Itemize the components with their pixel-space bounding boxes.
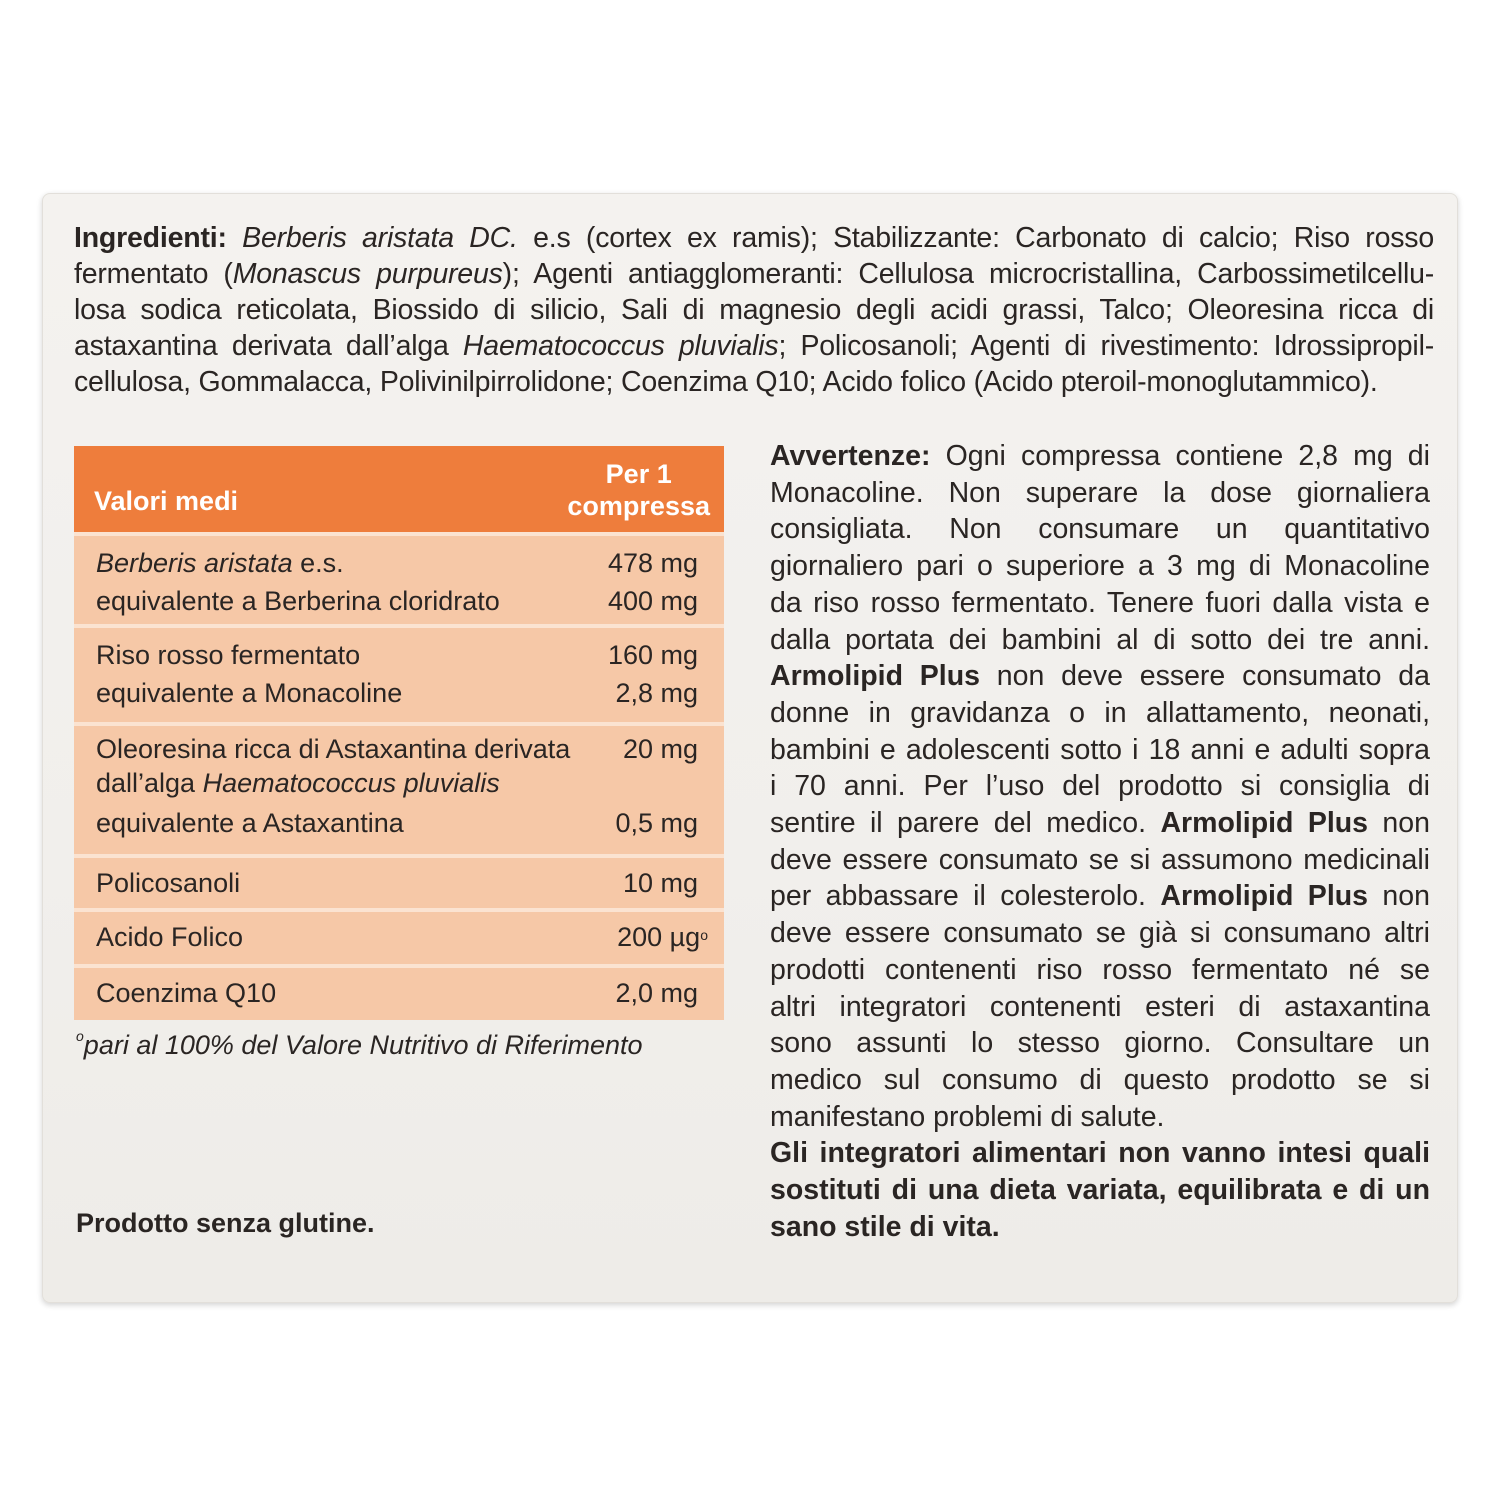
ingredients-text: Haematococcus pluvialis xyxy=(462,330,779,362)
warnings-text: giornaliero pari o superiore a 3 mg di Monacoline xyxy=(770,550,1430,583)
warnings-line xyxy=(770,548,1430,585)
warnings-text: prodotti contenenti riso rosso fermentato né se xyxy=(770,953,1430,986)
nutrient-value: 2,0 mg xyxy=(615,978,698,1008)
nutrient-name: equivalente a Berberina cloridrato xyxy=(96,586,500,616)
warnings-text: sentire il parere del medico. xyxy=(770,807,1161,840)
ingredients-line xyxy=(74,292,1434,328)
warnings-text: bambini e adolescenti sotto i 18 anni e adulti sopra xyxy=(770,733,1430,766)
ingredients-text: ; Policosanoli; Agenti di rivestimento: Idrossipropil- xyxy=(778,330,1434,362)
nutrient-name: Berberis aristata e.s. xyxy=(96,548,344,578)
warnings-text: consigliata. Non consumare un quantitativo xyxy=(770,513,1430,546)
nutrient-name: Oleoresina ricca di Astaxantina derivata xyxy=(96,734,571,764)
warnings-text: sono assunti lo stesso giorno. Consultare un xyxy=(770,1027,1430,1060)
ingredients-text: Berberis aristata DC. xyxy=(242,222,518,254)
ingredients-text: losa sodica reticolata, Biossido di silicio, Sali di magnesio degli acidi grassi, Talco; Oleoresina ricca di xyxy=(74,294,1434,326)
warnings-text: altri integratori contenenti esteri di astaxantina xyxy=(770,990,1430,1023)
warnings-text: i 70 anni. Per l’uso del prodotto si consiglia di xyxy=(770,770,1430,803)
warnings-text: non xyxy=(1368,807,1430,840)
warnings-text: medico sul consumo di questo prodotto se si xyxy=(770,1063,1430,1096)
table-row xyxy=(74,624,724,722)
warnings-line xyxy=(770,768,1430,805)
nutrient-value: 20 mg xyxy=(622,734,698,764)
ingredients-text: Ingredienti: xyxy=(74,222,227,254)
warnings-line xyxy=(770,989,1430,1026)
warnings-text: deve essere consumato se si assumono medicinali xyxy=(770,843,1430,876)
warnings-line xyxy=(770,622,1430,659)
nutrient-value: 400 mg xyxy=(607,586,698,616)
warnings-text: deve essere consumato se già si consumano altri xyxy=(770,917,1430,950)
nutrition-table xyxy=(74,446,724,1020)
warnings-line xyxy=(770,475,1430,512)
warnings-line xyxy=(770,1135,1430,1172)
warnings-text: Avvertenze: xyxy=(770,440,931,472)
header-per-tablet: Per 1 compressa xyxy=(567,459,710,521)
warnings-line xyxy=(770,878,1430,915)
ingredients-line xyxy=(74,220,1434,256)
table-row xyxy=(74,964,724,1020)
ingredients-line xyxy=(74,328,1434,364)
warnings-line xyxy=(770,1025,1430,1062)
nutrient-value: 200 µg$^o$ xyxy=(617,922,708,952)
warnings-line xyxy=(770,805,1430,842)
warnings-text: sostituti di una dieta variata, equilibrata e di un xyxy=(770,1174,1430,1207)
warnings-text: dalla portata dei bambini al di sotto dei tre anni. xyxy=(770,623,1430,656)
warnings-line xyxy=(770,915,1430,952)
nutrient-name: equivalente a Astaxantina xyxy=(96,808,404,838)
warnings-line xyxy=(770,438,1430,475)
warnings-line xyxy=(770,511,1430,548)
nutrient-value: 478 mg xyxy=(607,548,698,578)
ingredients-text: astaxantina derivata dall’alga xyxy=(74,330,463,362)
warnings-text: per abbassare il colesterolo. xyxy=(770,880,1161,913)
warnings-text: da riso rosso fermentato. Tenere fuori dalla vista e xyxy=(770,586,1430,619)
warnings-text: sano stile di vita. xyxy=(770,1210,1000,1243)
warnings-text: manifestano problemi di salute. xyxy=(770,1100,1165,1133)
table-row xyxy=(74,854,724,908)
warnings-line xyxy=(770,1062,1430,1099)
warnings-line xyxy=(770,1099,1430,1136)
gluten-free-note: Prodotto senza glutine. xyxy=(76,1208,375,1238)
warnings-line xyxy=(770,658,1430,695)
warnings-line xyxy=(770,695,1430,732)
nutrient-value: 0,5 mg xyxy=(615,808,698,838)
table-row xyxy=(74,532,724,624)
footnote: $^o$pari al 100% del Valore Nutritivo di Riferimento xyxy=(76,1028,643,1060)
warnings-text: Monacoline. Non superare la dose giornaliera xyxy=(770,476,1430,509)
nutrient-name: Acido Folico xyxy=(96,922,244,952)
warnings-line xyxy=(770,842,1430,879)
ingredients-text: Monascus purpureus xyxy=(232,258,503,290)
ingredients-text: e.s (cortex ex ramis); Stabilizzante: Carbonato di calcio; Riso rosso xyxy=(517,222,1435,254)
nutrient-name: equivalente a Monacoline xyxy=(96,678,403,708)
warnings-text: Armolipid Plus xyxy=(1160,807,1369,840)
header-average-values: Valori medi xyxy=(94,486,239,516)
warnings-text: Gli integratori alimentari non vanno intesi quali xyxy=(770,1137,1430,1170)
table-row xyxy=(74,908,724,964)
warnings-text: Armolipid Plus xyxy=(1160,880,1368,913)
ingredients-text: ); Agenti antiagglomeranti: Cellulosa microcristallina, Carbossimetilcellu- xyxy=(502,258,1435,290)
warnings-line xyxy=(770,952,1430,989)
nutrient-name: Coenzima Q10 xyxy=(96,978,277,1008)
warnings-text: Ogni compressa contiene 2,8 mg di xyxy=(930,440,1430,472)
warnings-text: Armolipid Plus xyxy=(770,660,980,693)
warnings-text xyxy=(770,438,1430,1245)
nutrient-name: Riso rosso fermentato xyxy=(96,640,361,670)
warnings-text: non xyxy=(1368,880,1430,913)
nutrient-name: Policosanoli xyxy=(96,868,241,898)
ingredients-text: fermentato ( xyxy=(74,258,233,290)
table-row xyxy=(74,722,724,854)
nutrient-value: 10 mg xyxy=(622,868,698,898)
ingredients-text: cellulosa, Gommalacca, Polivinilpirrolidone; Coenzima Q10; Acido folico (Acido pteroil-monoglutammico). xyxy=(74,366,1378,398)
ingredients-line xyxy=(74,256,1434,292)
nutrient-value: 160 mg xyxy=(607,640,698,670)
nutrient-value: 2,8 mg xyxy=(615,678,698,708)
warnings-text: non deve essere consumato da xyxy=(979,660,1430,693)
table-header xyxy=(74,446,724,532)
warnings-line xyxy=(770,1209,1430,1246)
nutrient-name: dall’alga Haematococcus pluvialis xyxy=(96,768,500,798)
warnings-line xyxy=(770,732,1430,769)
warnings-line xyxy=(770,1172,1430,1209)
ingredients-text xyxy=(227,222,242,254)
ingredients-line xyxy=(74,364,1434,400)
warnings-line xyxy=(770,585,1430,622)
ingredients-text xyxy=(74,220,1434,400)
warnings-text: donne in gravidanza o in allattamento, neonati, xyxy=(770,696,1430,729)
